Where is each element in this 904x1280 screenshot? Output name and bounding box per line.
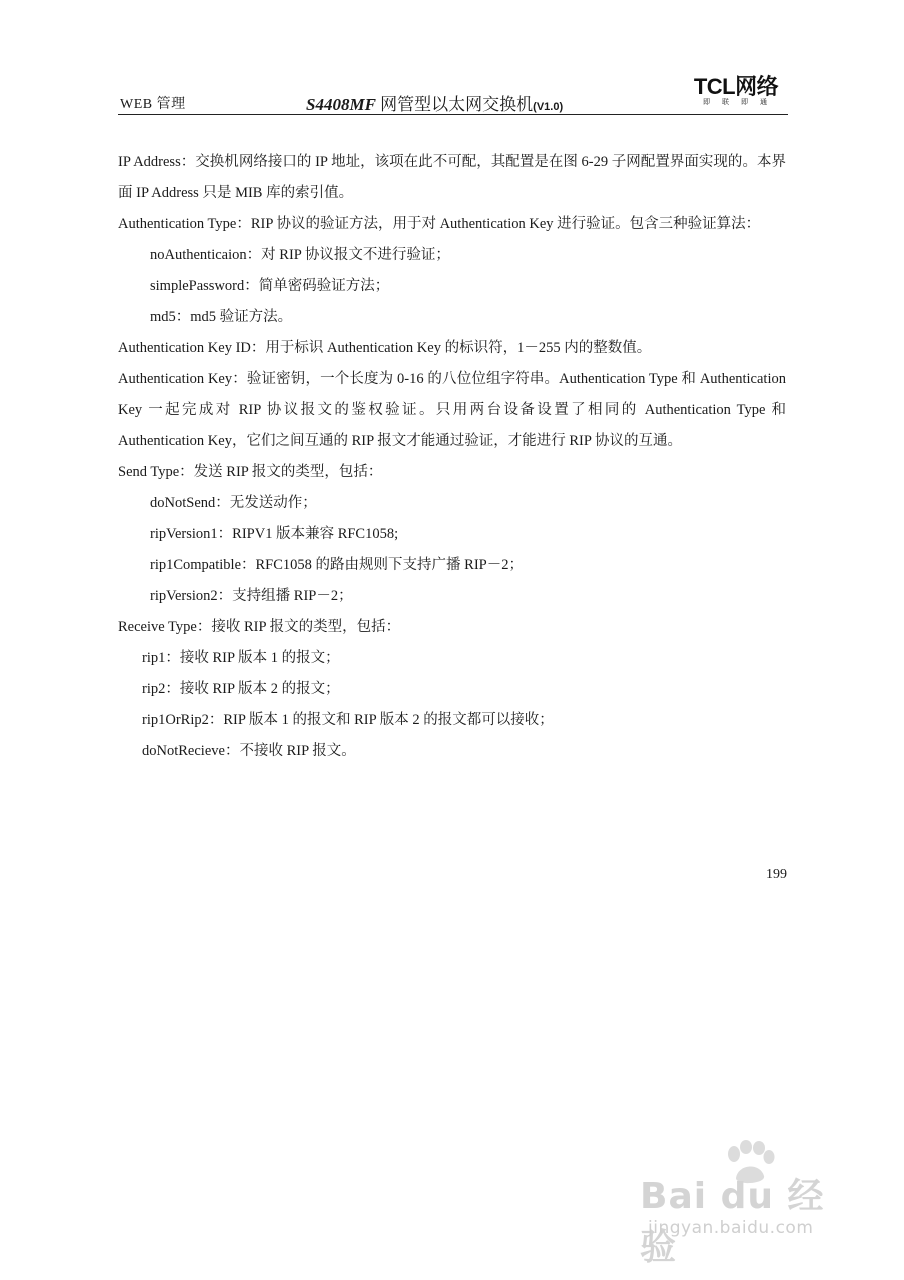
paragraph-auth-key: Authentication Key：验证密钥，一个长度为 0-16 的八位位组字符串。Authentication Type 和 Authentication Key 一起完成对 RIP 协议报文的鉴权验证。只用两台设备设置了相同的 Authentication Type 和 Authentication Key，它们之间互通的 RIP 报文才能通过验证，才能进行 RIP 协议的互通。: [118, 371, 786, 449]
paragraph-receive-type: Receive Type：接收 RIP 报文的类型，包括：: [118, 619, 401, 635]
page-header: [118, 72, 788, 116]
list-item-do-not-receive: doNotRecieve：不接收 RIP 报文。: [142, 743, 356, 759]
list-item-do-not-send: doNotSend：无发送动作；: [150, 495, 317, 511]
header-model: S4408MF: [306, 95, 376, 114]
header-product-name: 网管型以太网交换机: [380, 95, 534, 114]
list-item-rip1-compatible: rip1Compatible：RFC1058 的路由规则下支持广播 RIP－2；: [150, 557, 523, 573]
paragraph-auth-type: Authentication Type：RIP 协议的验证方法，用于对 Authentication Key 进行验证。包含三种验证算法：: [118, 216, 761, 232]
list-item-rip-version1: ripVersion1：RIPV1 版本兼容 RFC1058;: [150, 526, 399, 542]
body-text: [118, 147, 786, 767]
paragraph-ip-address: IP Address：交换机网络接口的 IP 地址，该项在此不可配，其配置是在图 6-29 子网配置界面实现的。本界面 IP Address 只是 MIB 库的索引值。: [118, 154, 786, 201]
paragraph-send-type: Send Type：发送 RIP 报文的类型，包括：: [118, 464, 383, 480]
list-item-rip1-or-rip2: rip1OrRip2：RIP 版本 1 的报文和 RIP 版本 2 的报文都可以接收；: [142, 712, 554, 728]
header-divider: [118, 114, 788, 115]
tcl-logo: [684, 76, 788, 110]
logo-text: TCL网络: [693, 74, 779, 99]
watermark-brand: Bai du 经验: [640, 1176, 825, 1268]
list-item-rip1: rip1：接收 RIP 版本 1 的报文；: [142, 650, 340, 666]
logo-slogan: 即联即通: [703, 99, 779, 106]
header-section-label: WEB 管理: [120, 97, 186, 112]
list-item-md5: md5：md5 验证方法。: [150, 309, 293, 325]
list-item-simple-password: simplePassword：简单密码验证方法；: [150, 278, 390, 294]
page-number: 199: [766, 867, 787, 882]
baidu-watermark: [640, 1142, 860, 1268]
list-item-no-auth: noAuthenticaion：对 RIP 协议报文不进行验证；: [150, 247, 450, 263]
list-item-rip-version2: ripVersion2：支持组播 RIP－2；: [150, 588, 353, 604]
list-item-rip2: rip2：接收 RIP 版本 2 的报文；: [142, 681, 340, 697]
paragraph-auth-key-id: Authentication Key ID：用于标识 Authentication Key 的标识符，1－255 内的整数值。: [118, 340, 652, 356]
watermark-url: jingyan.baidu.com: [648, 1218, 814, 1238]
header-version: (V1.0): [533, 101, 564, 113]
header-title: [306, 90, 563, 115]
